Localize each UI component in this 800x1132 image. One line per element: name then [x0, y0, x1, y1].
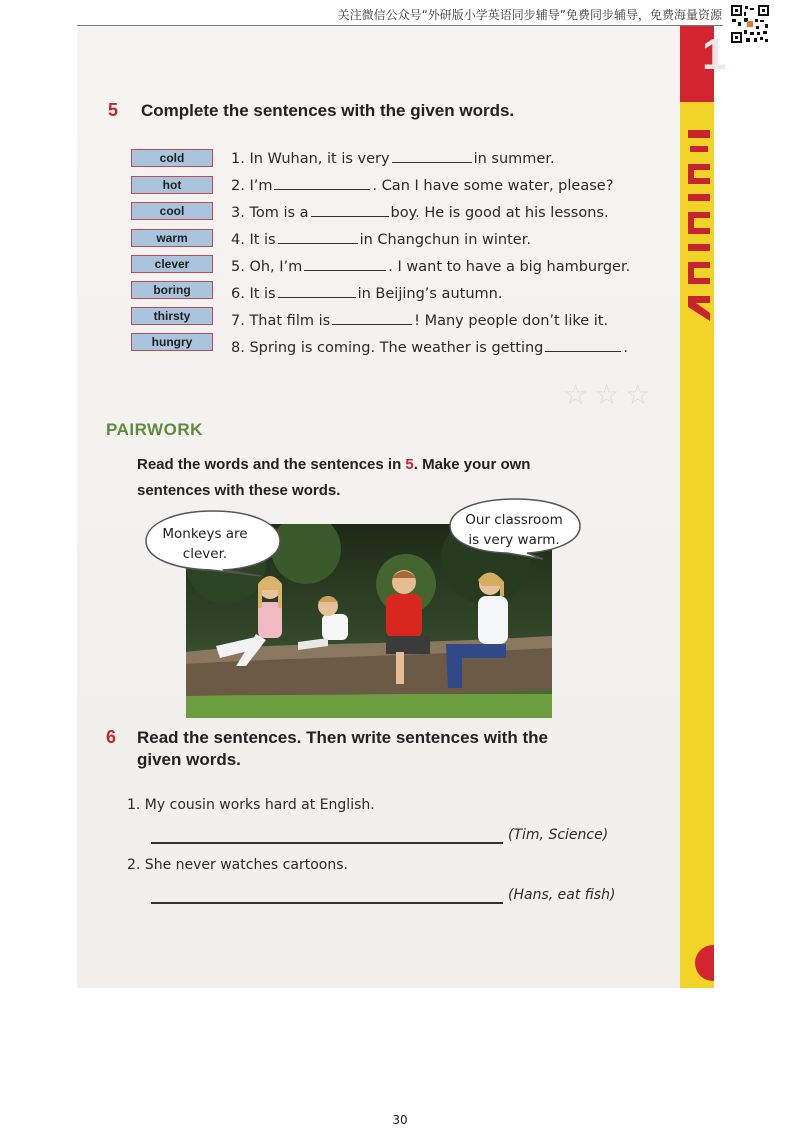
- answer-line-1[interactable]: [151, 842, 503, 844]
- sentence-7: 7. That film is ! Many people don’t like it.: [231, 313, 609, 329]
- section-6-number: 6: [106, 727, 117, 747]
- section-5-title: Complete the sentences with the given words.: [141, 101, 515, 120]
- sentence-2: 2. I’m . Can I have some water, please?: [231, 178, 614, 194]
- answer-blank[interactable]: [304, 258, 386, 271]
- exercise-item-2: 2. She never watches cartoons.: [127, 857, 348, 873]
- textbook-page: [77, 26, 680, 988]
- pairwork-instruction-line-2: sentences with these words.: [137, 482, 341, 499]
- word-box-cold: cold: [131, 149, 213, 167]
- side-tab-lettering: [684, 120, 714, 330]
- word-box-thirsty: thirsty: [131, 307, 213, 325]
- word-box-cool: cool: [131, 202, 213, 220]
- exercise-item-1: 1. My cousin works hard at English.: [127, 797, 375, 813]
- pairwork-heading: PAIRWORK: [106, 420, 203, 439]
- answer-blank[interactable]: [545, 339, 621, 352]
- word-box-hungry: hungry: [131, 333, 213, 351]
- section-6-title-line-1: Read the sentences. Then write sentences with the: [137, 728, 548, 747]
- speech-bubble-right-text: Our classroom is very warm.: [465, 512, 563, 548]
- sentence-8: 8. Spring is coming. The weather is getting .: [231, 340, 628, 356]
- answer-blank[interactable]: [278, 285, 356, 298]
- answer-line-2[interactable]: [151, 902, 503, 904]
- side-tab-decoration: 1: [702, 30, 727, 79]
- answer-blank[interactable]: [278, 231, 358, 244]
- answer-blank[interactable]: [392, 150, 472, 163]
- pairwork-instruction-line-1: Read the words and the sentences in 5. Make your own: [137, 456, 531, 473]
- exercise-hint-1: (Tim, Science): [508, 827, 609, 843]
- word-box-hot: hot: [131, 176, 213, 194]
- word-box-clever: clever: [131, 255, 213, 273]
- sentence-6: 6. It is in Beijing’s autumn.: [231, 286, 503, 302]
- header-banner-text: 关注微信公众号“外研版小学英语同步辅导”免费同步辅导，免费海量资源: [337, 8, 722, 22]
- sentence-4: 4. It is in Changchun in winter.: [231, 232, 531, 248]
- answer-blank[interactable]: [311, 204, 389, 217]
- speech-bubble-left-text: Monkeys are clever.: [162, 526, 248, 562]
- qr-code-icon: [730, 4, 770, 44]
- word-box-boring: boring: [131, 281, 213, 299]
- page-number: 30: [392, 1113, 408, 1127]
- sentence-3: 3. Tom is a boy. He is good at his lessons.: [231, 205, 609, 221]
- answer-blank[interactable]: [332, 312, 412, 325]
- section-6-title-line-2: given words.: [137, 750, 241, 769]
- sentence-5: 5. Oh, I’m . I want to have a big hamburger.: [231, 259, 631, 275]
- rating-stars-icon: ☆☆☆: [563, 378, 657, 411]
- section-5-number: 5: [108, 100, 119, 120]
- exercise-hint-2: (Hans, eat fish): [508, 887, 616, 903]
- sentence-1: 1. In Wuhan, it is very in summer.: [231, 151, 555, 167]
- word-box-warm: warm: [131, 229, 213, 247]
- answer-blank[interactable]: [274, 177, 370, 190]
